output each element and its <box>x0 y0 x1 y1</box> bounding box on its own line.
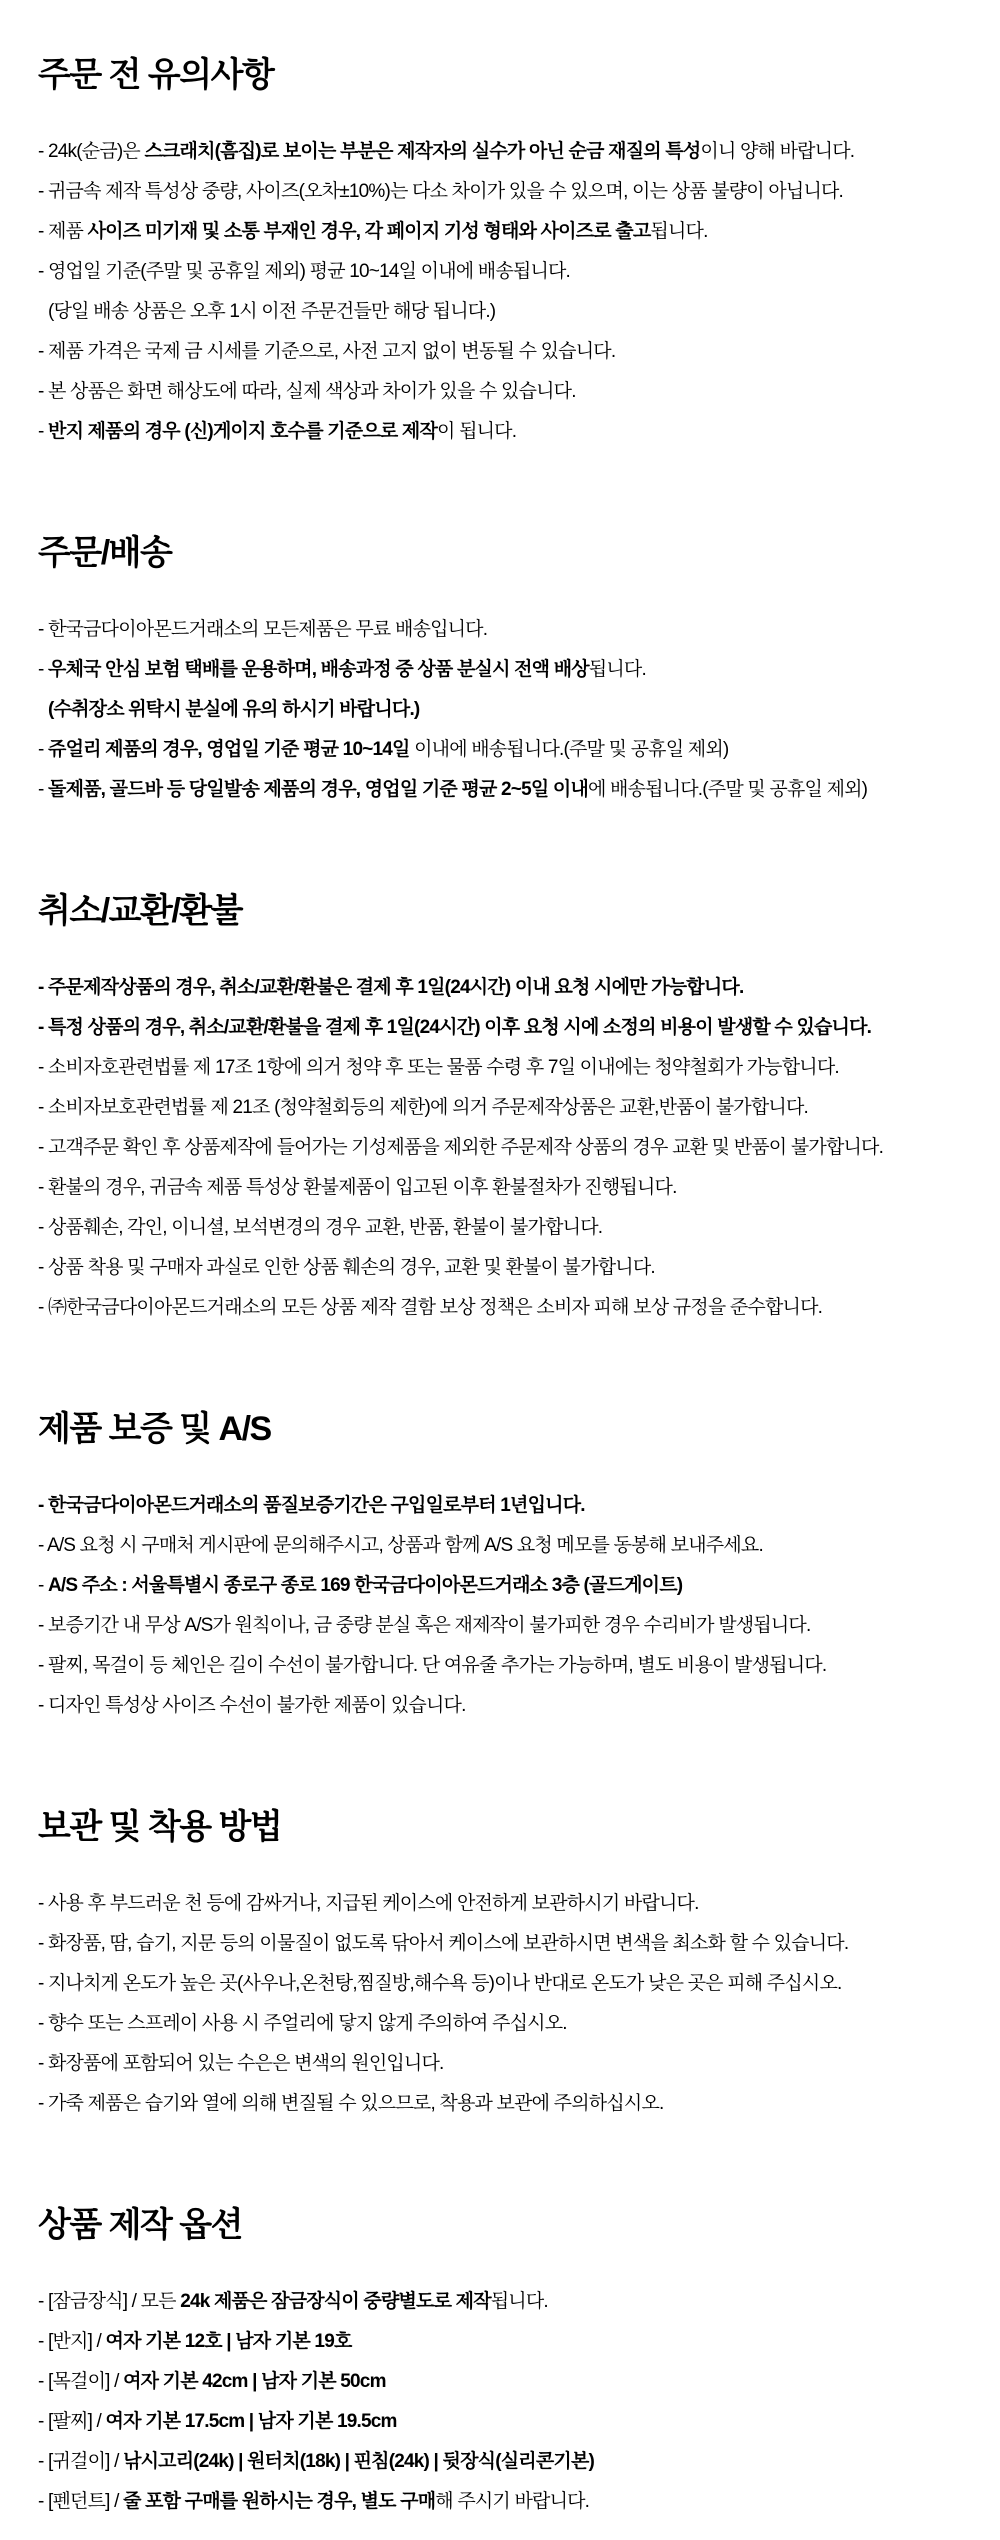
notice-text: - <box>38 659 49 680</box>
notice-text: - [귀걸이] / <box>38 2451 124 2472</box>
notice-text: 됩니다. <box>490 2291 548 2312</box>
notice-text: - <box>38 779 49 800</box>
notice-text: - 제품 가격은 국제 금 시세를 기준으로, 사전 고지 없이 변동될 수 있습니다. <box>38 341 616 362</box>
notice-text: - 환불의 경우, 귀금속 제품 특성상 환불제품이 입고된 이후 환불절차가 진행됩니다. <box>38 1177 677 1198</box>
section-production-options <box>38 2202 970 2522</box>
notice-line <box>38 372 970 412</box>
notice-line <box>38 1168 970 1208</box>
section-warranty-as <box>38 1406 970 1726</box>
notice-line <box>38 2044 970 2084</box>
notice-text: - 한국금다이아몬드거래소의 모든제품은 무료 배송입니다. <box>38 619 488 640</box>
notice-text-bold: 줄 포함 구매를 원하시는 경우, 별도 구매 <box>123 2491 436 2512</box>
notice-text: - 영업일 기준(주말 및 공휴일 제외) 평균 10~14일 이내에 배송됩니다. <box>38 261 571 282</box>
notice-line <box>38 1964 970 2004</box>
notice-line <box>38 132 970 172</box>
notice-text: - 보증기간 내 무상 A/S가 원칙이나, 금 중량 분실 혹은 재제작이 불가피한 경우 수리비가 발생됩니다. <box>38 1615 811 1636</box>
notice-text: - 고객주문 확인 후 상품제작에 들어가는 기성제품을 제외한 주문제작 상품의 경우 교환 및 반품이 불가합니다. <box>38 1137 884 1158</box>
notice-line <box>38 1606 970 1646</box>
notice-line <box>38 1128 970 1168</box>
notice-text: - [팔찌] / <box>38 2411 106 2432</box>
notice-line <box>38 2282 970 2322</box>
section-title-pre-order-notice: 주문 전 유의사항 <box>38 56 274 94</box>
notice-line <box>38 2084 970 2124</box>
section-title-order-shipping: 주문/배송 <box>38 534 172 572</box>
notice-line <box>38 2442 970 2482</box>
notice-line <box>38 2322 970 2362</box>
notice-line <box>38 1646 970 1686</box>
notice-line <box>38 252 970 292</box>
notice-text-bold: A/S 주소 : 서울특별시 종로구 종로 169 한국금다이아몬드거래소 3층 (골드게이트) <box>48 1575 683 1596</box>
notice-text-bold: 반지 제품의 경우 (신)게이지 호수를 기준으로 제작 <box>48 421 438 442</box>
notice-line <box>38 1288 970 1328</box>
notice-text: - [잠금장식] / 모든 <box>38 2291 181 2312</box>
notice-line <box>38 1088 970 1128</box>
notice-text-bold: 사이즈 미기재 및 소통 부재인 경우, 각 페이지 기성 형태와 사이즈로 출고 <box>87 221 651 242</box>
notice-text-bold: - 특정 상품의 경우, 취소/교환/환불을 결제 후 1일(24시간) 이후 요청 시에 소정의 비용이 발생할 수 있습니다. <box>38 1017 872 1038</box>
notice-text: 이내에 배송됩니다.(주말 및 공휴일 제외) <box>409 739 729 760</box>
notice-line <box>38 2004 970 2044</box>
notice-text: - 상품 착용 및 구매자 과실로 인한 상품 훼손의 경우, 교환 및 환불이 불가합니다. <box>38 1257 655 1278</box>
notice-text: - 소비자보호관련법률 제 21조 (청약철회등의 제한)에 의거 주문제작상품은 교환,반품이 불가합니다. <box>38 1097 808 1118</box>
notice-text-bold: 낚시고리(24k) | 원터치(18k) | 핀침(24k) | 뒷장식(실리콘기본) <box>123 2451 595 2472</box>
notice-line <box>38 1566 970 1606</box>
notice-line <box>38 610 970 650</box>
notice-text: 됩니다. <box>650 221 708 242</box>
notice-text: - 사용 후 부드러운 천 등에 감싸거나, 지급된 케이스에 안전하게 보관하시기 바랍니다. <box>38 1893 699 1914</box>
notice-text: 해 주시기 바랍니다. <box>435 2491 590 2512</box>
notice-text: - 본 상품은 화면 해상도에 따라, 실제 색상과 차이가 있을 수 있습니다. <box>38 381 576 402</box>
notice-text: - 지나치게 온도가 높은 곳(사우나,온천탕,찜질방,해수욕 등)이나 반대로 온도가 낮은 곳은 피해 주십시오. <box>38 1973 842 1994</box>
notice-line <box>38 1008 970 1048</box>
notice-text: - 향수 또는 스프레이 사용 시 주얼리에 닿지 않게 주의하여 주십시오. <box>38 2013 567 2034</box>
notice-line <box>38 1048 970 1088</box>
notice-text: 에 배송됩니다.(주말 및 공휴일 제외) <box>588 779 868 800</box>
notice-text: - [펜던트] / <box>38 2491 124 2512</box>
notice-text-bold: 우체국 안심 보험 택배를 운용하며, 배송과정 중 상품 분실시 전액 배상 <box>48 659 589 680</box>
notice-text: - 화장품, 땀, 습기, 지문 등의 이물질이 없도록 닦아서 케이스에 보관하시면 변색을 최소화 할 수 있습니다. <box>38 1933 849 1954</box>
section-storage-wearing <box>38 1804 970 2124</box>
notice-line <box>38 1208 970 1248</box>
notice-text: - 24k(순금)은 <box>38 141 145 162</box>
notice-line <box>38 690 970 730</box>
notice-text-bold: - 주문제작상품의 경우, 취소/교환/환불은 결제 후 1일(24시간) 이내 요청 시에만 가능합니다. <box>38 977 744 998</box>
notice-text: - 상품훼손, 각인, 이니셜, 보석변경의 경우 교환, 반품, 환불이 불가합니다. <box>38 1217 603 1238</box>
notice-line <box>38 1884 970 1924</box>
notice-line <box>38 212 970 252</box>
section-cancel-exchange-refund <box>38 888 970 1328</box>
notice-line <box>38 172 970 212</box>
notice-line <box>38 1486 970 1526</box>
notice-text: - <box>38 739 49 760</box>
notice-line <box>38 968 970 1008</box>
notice-text: 됩니다. <box>588 659 646 680</box>
section-title-warranty-as: 제품 보증 및 A/S <box>38 1410 271 1448</box>
notice-line <box>38 2402 970 2442</box>
notice-text-bold: 돌제품, 골드바 등 당일발송 제품의 경우, 영업일 기준 평균 2~5일 이내 <box>48 779 588 800</box>
notice-text: - 화장품에 포함되어 있는 수은은 변색의 원인입니다. <box>38 2053 444 2074</box>
notice-line <box>38 1924 970 1964</box>
notice-text: - <box>38 421 49 442</box>
notice-line <box>38 2362 970 2402</box>
notice-line <box>38 1248 970 1288</box>
notice-text: - 귀금속 제작 특성상 중량, 사이즈(오차±10%)는 다소 차이가 있을 수 있으며, 이는 상품 불량이 아닙니다. <box>38 181 844 202</box>
section-order-shipping <box>38 530 970 810</box>
notice-line <box>38 292 970 332</box>
notice-line <box>38 412 970 452</box>
notice-text: - 디자인 특성상 사이즈 수선이 불가한 제품이 있습니다. <box>38 1695 466 1716</box>
notice-text: 이 됩니다. <box>437 421 517 442</box>
notice-line <box>38 1526 970 1566</box>
notice-text-bold: 24k 제품은 잠금장식이 중량별도로 제작 <box>180 2291 491 2312</box>
notice-line <box>38 2482 970 2522</box>
notice-text: (당일 배송 상품은 오후 1시 이전 주문건들만 해당 됩니다.) <box>48 301 496 322</box>
notice-text-bold: (수취장소 위탁시 분실에 유의 하시기 바랍니다.) <box>48 699 420 720</box>
notice-text-bold: 여자 기본 42cm | 남자 기본 50cm <box>123 2371 386 2392</box>
section-title-cancel-exchange-refund: 취소/교환/환불 <box>38 892 242 930</box>
section-title-storage-wearing: 보관 및 착용 방법 <box>38 1808 282 1846</box>
notice-text: - [반지] / <box>38 2331 106 2352</box>
notice-text: - 제품 <box>38 221 88 242</box>
notice-text: - [목걸이] / <box>38 2371 124 2392</box>
notice-line <box>38 770 970 810</box>
notice-text: - 팔찌, 목걸이 등 체인은 길이 수선이 불가합니다. 단 여유줄 추가는 가능하며, 별도 비용이 발생됩니다. <box>38 1655 827 1676</box>
notice-line <box>38 650 970 690</box>
notice-text-bold: 여자 기본 12호 | 남자 기본 19호 <box>105 2331 352 2352</box>
notice-line <box>38 1686 970 1726</box>
notice-text: - 가죽 제품은 습기와 열에 의해 변질될 수 있으므로, 착용과 보관에 주의하십시오. <box>38 2093 664 2114</box>
section-pre-order-notice <box>38 52 970 452</box>
notice-text-bold: 여자 기본 17.5cm | 남자 기본 19.5cm <box>105 2411 397 2432</box>
notice-text: - A/S 요청 시 구매처 게시판에 문의해주시고, 상품과 함께 A/S 요청 메모를 동봉해 보내주세요. <box>38 1535 763 1556</box>
notice-text-bold: 스크래치(흠집)로 보이는 부분은 제작자의 실수가 아닌 순금 재질의 특성 <box>144 141 701 162</box>
notice-line <box>38 730 970 770</box>
notice-text-bold: - 한국금다이아몬드거래소의 품질보증기간은 구입일로부터 1년입니다. <box>38 1495 585 1516</box>
notice-text: - 소비자호관련법률 제 17조 1항에 의거 청약 후 또는 물품 수령 후 7일 이내에는 청약철회가 가능합니다. <box>38 1057 839 1078</box>
notice-text: - ㈜한국금다이아몬드거래소의 모든 상품 제작 결함 보상 정책은 소비자 피해 보상 규정을 준수합니다. <box>38 1297 823 1318</box>
section-title-production-options: 상품 제작 옵션 <box>38 2206 242 2244</box>
notice-line <box>38 332 970 372</box>
notice-text-bold: 쥬얼리 제품의 경우, 영업일 기준 평균 10~14일 <box>48 739 410 760</box>
notice-text: 이니 양해 바랍니다. <box>700 141 855 162</box>
notice-text: - <box>38 1575 49 1596</box>
